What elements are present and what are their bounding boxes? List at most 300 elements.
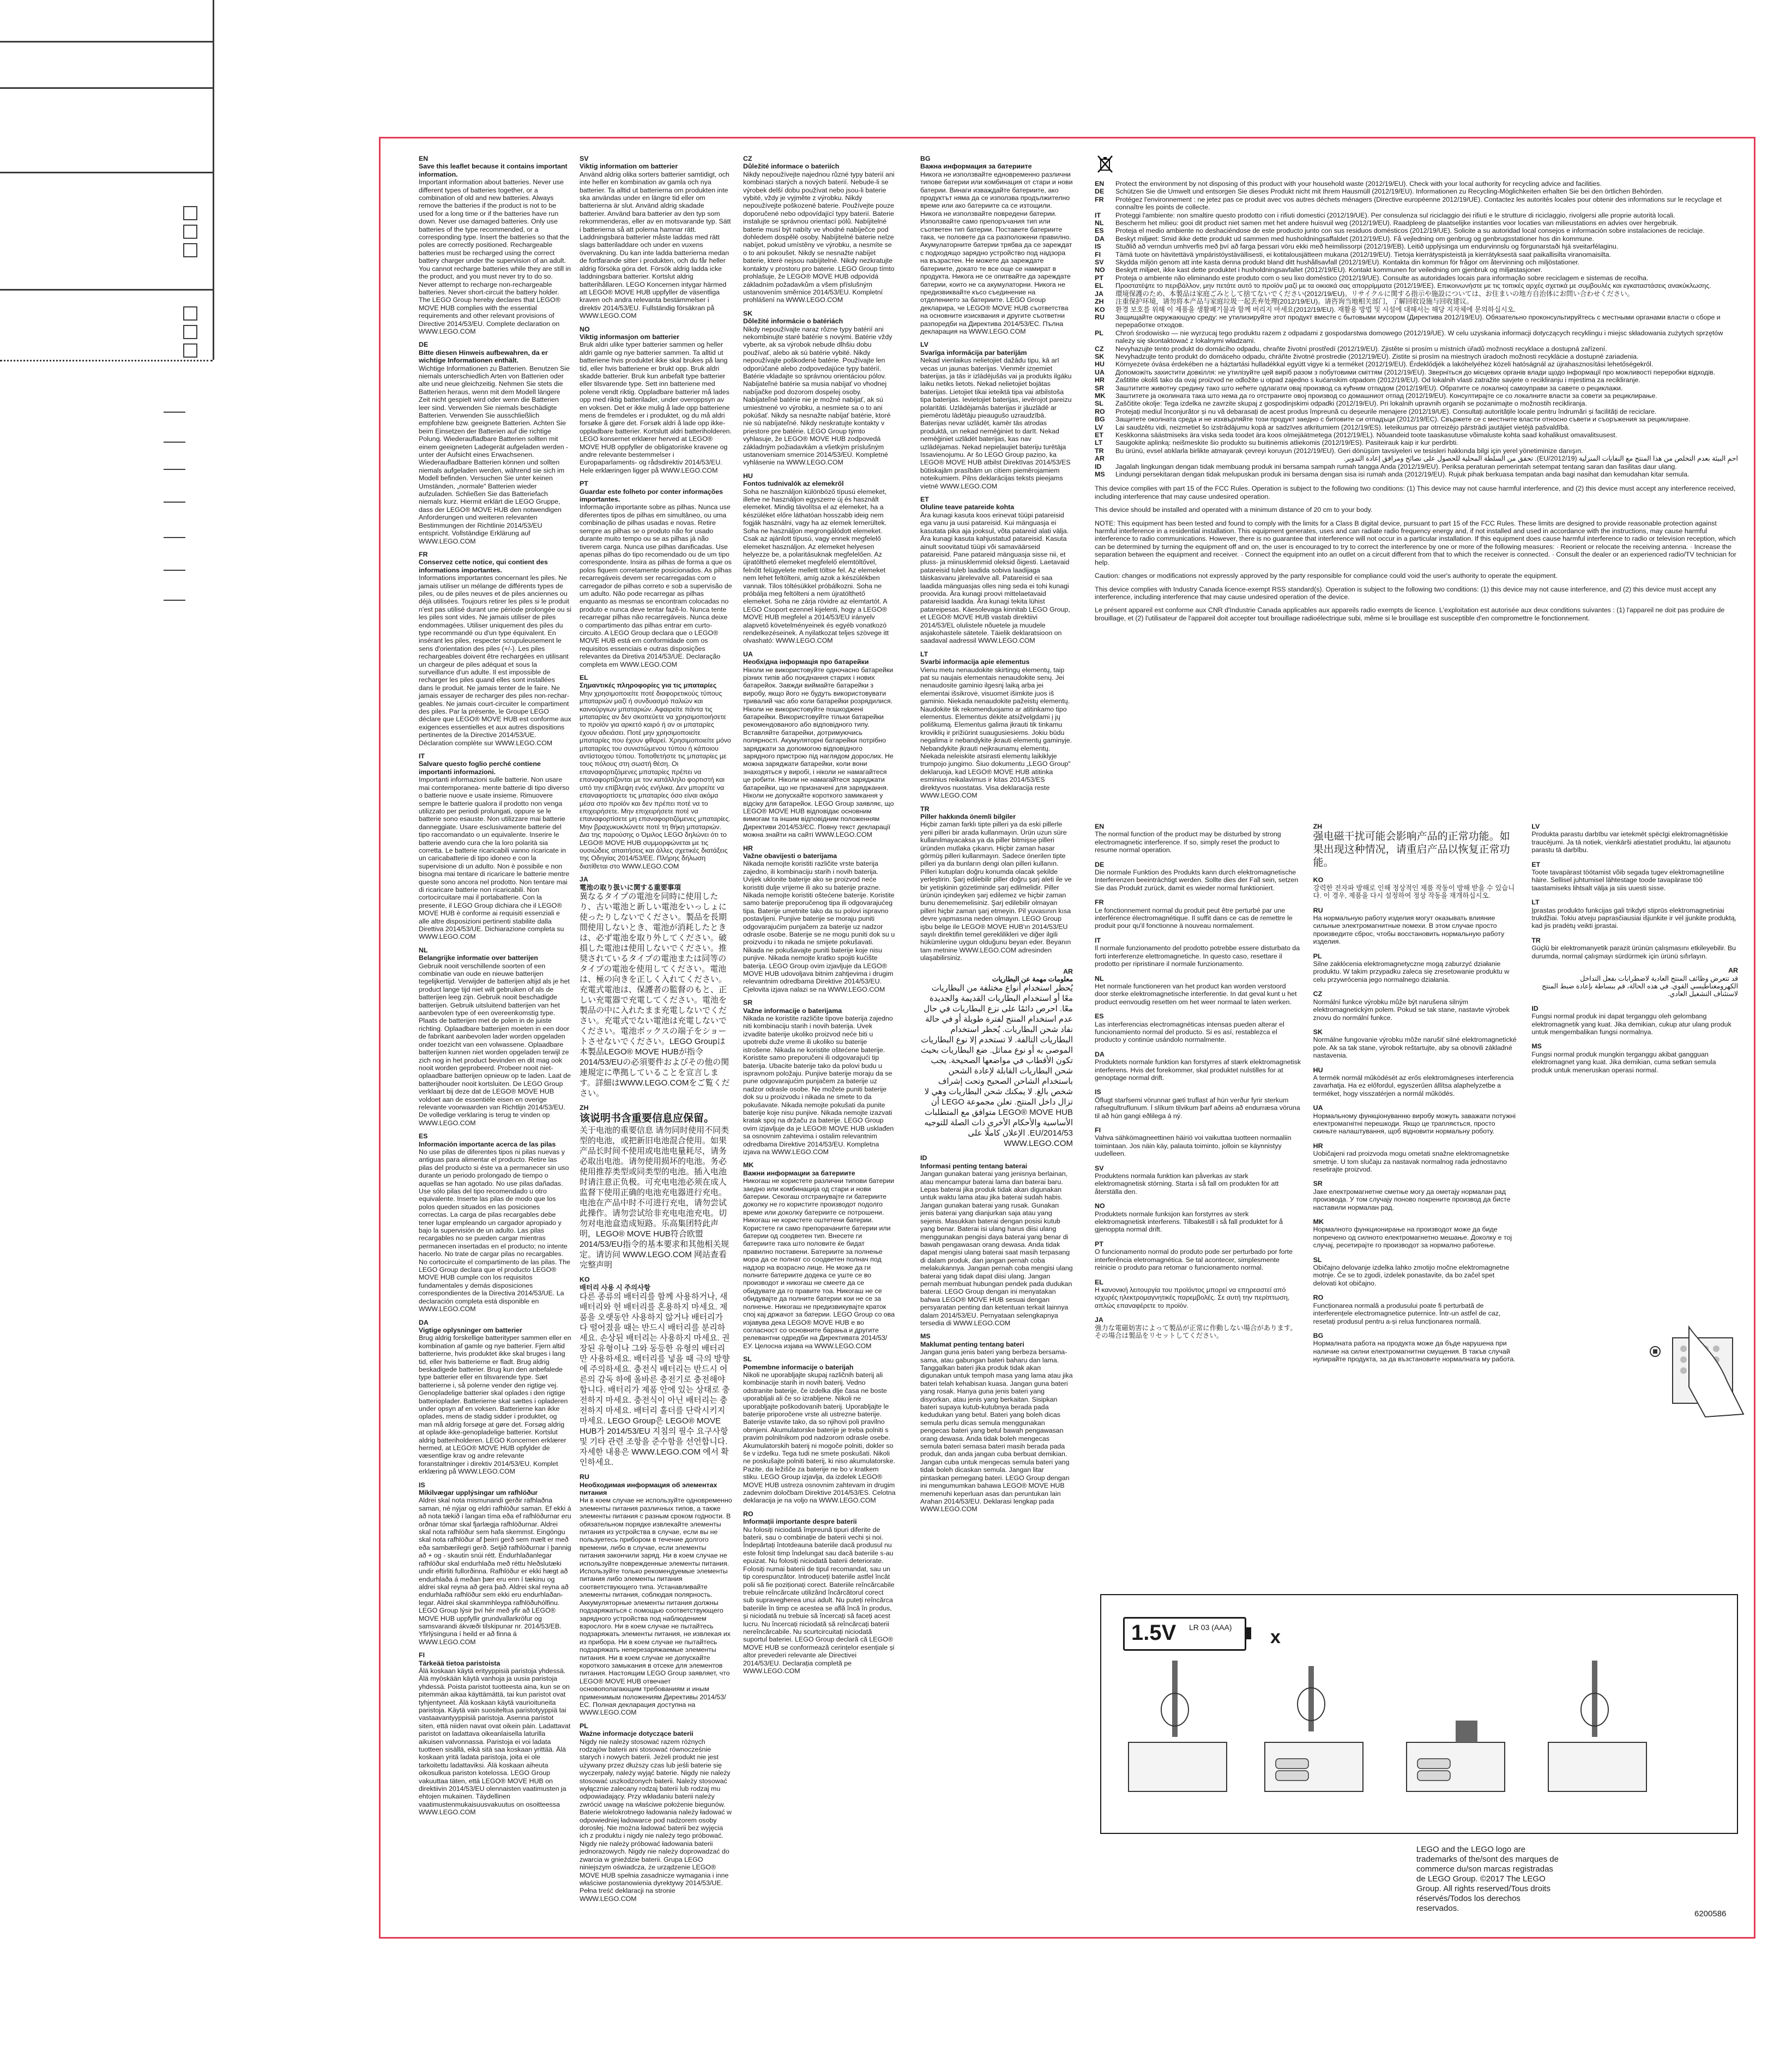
section-heading: Fontos tudnivalók az elemekről	[743, 480, 844, 488]
emi-text: Normálne fungovanie výrobku môže narušiť silné elektromagnetické pole. Ak sa tak stane, výrobok reštartujte, aby sa obnovili základné nastavenia.	[1313, 1036, 1517, 1060]
weee-text: Protejați mediul înconjurător și nu vă debarasați de acest produs împreună cu deșeurile menajere (2012/19/UE). Consultați autoritățile locale pentru îndrumări și facilități de reciclare.	[1115, 407, 1657, 415]
fcc-paragraph: This device complies with part 15 of the FCC Rules. Operation is subject to the following two conditions: (1) This device may not cause harmful interference, and (2) this device must accept any interference received, including interference that may cause undesired operation.	[1095, 485, 1736, 500]
section-body: Jangan gunakan baterai yang jenisnya berlainan, atau mencampur baterai lama dan baterai baru. Lepas baterai jika produk tidak akan digunakan untuk waktu lama atau jika baterai sudah habis. Jangan gunakan baterai yang rusak. Gunakan jenis baterai yang dianjurkan saja atau yang sejenis. Masukkan baterai dengan posisi kutub yang benar. Baterai isi ulang harus diisi ulang menggunakan pengisi daya baterai yang benar di bawah pengawasan orang dewasa. Anda tidak dapat mengisi ulang baterai saat masih terpasang di dalam produk, dan jangan pernah coba melakukannya. Jangan pernah coba mengisi ulang baterai yang tidak dapat diisi ulang. Jangan pernah membuat hubungan pendek pada dudukan baterai. LEGO Group dengan ini menyatakan bahwa LEGO® MOVE HUB sesuai dengan persyaratan penting dan ketentuan terkait lainnya dalam 2014/53/EU. Pernyataan selengkapnya tersedia di WWW.LEGO.COM	[920, 1170, 1073, 1327]
emi-section-lt	[1531, 898, 1738, 930]
emi-text: 강력한 전자파 방해로 인해 정상적인 제품 작동이 방해 받을 수 있습니다. 이 경우, 제품을 다시 설정하여 정상 작동을 재개하십시오.	[1313, 884, 1515, 900]
language-section-nl	[419, 946, 571, 1127]
emi-text: Il normale funzionamento del prodotto potrebbe essere disturbato da forti interferenze elettromagnetiche. In questo caso, resettare il prodotto per ripristinare il normale funzionamento.	[1095, 944, 1300, 968]
language-code: CZ	[1095, 345, 1104, 353]
tick-mark	[164, 412, 185, 413]
language-code: JA	[1095, 1316, 1103, 1324]
section-heading: معلومات مهمة عن البطاريات	[992, 975, 1073, 983]
language-code: FI	[1095, 1126, 1101, 1134]
emi-section-ar	[1531, 967, 1738, 998]
language-code: HU	[743, 472, 753, 480]
emi-section-fr	[1095, 898, 1301, 930]
language-code: KO	[1313, 876, 1324, 884]
section-body: 異なるタイプの電池を同時に使用したり、古い電池と新しい電池をいっしょに使ったりしないでください。製品を長期間使用しないとき、電池が消耗したときは、必ず電池を取り外してください。破損した電池は使用しないでください。推奨されているタイプの電池または同等のタイプの電池を使用してください。電池は、極の向きを正しく入れてください。充電式電池は、保護者の監督のもと、正しい充電器で充電してください。電池を製品の中に入れたまま充電しないでください。充電式でない電池は充電しないでください。電池ボックスの端子をショートさせないでください。LEGO Groupは本製品LEGO® MOVE HUBが指令2014/53/EUの必須要件およびその他の関連規定に準拠していることを宣言します。詳細はWWW.LEGO.COMをご覧ください。	[580, 891, 730, 1098]
emi-section-da	[1095, 1051, 1301, 1082]
safety-leaflet	[379, 137, 1755, 1939]
form-line	[0, 87, 213, 89]
section-body: Gebruik nooit verschillende soorten of een combinatie van oude en nieuwe batterijen tegelijkertijd. Verwijder de batterijen altijd als je het product lange tijd niet wilt gebruiken of als de batterijen leeg zijn. Gebruik nooit beschadigde batterijen. Gebruik uitsluitend batterijen van het aanbevolen type of een overeenkomstig type. Plaats de batterijen met de polen in de juiste richting. Oplaadbare batterijen moeten in een door de fabrikant aanbevolen lader worden opgeladen onder toezicht van een volwassene. Oplaadbare batterijen kunnen niet worden opgeladen terwijl ze zich nog in het product bevinden en dit mag ook nooit worden geprobeerd. Probeer nooit niet-oplaadbare batterijen opnieuw op te laden. Laat de batterijhouder nooit kortsluiten. De LEGO Group verklaart bij deze dat de LEGO® MOVE HUB voldoet aan de essentiële eisen en overige relevante voorwaarden van Richtlijn 2014/53/EU. De volledige verklaring is terug te vinden op WWW.LEGO.COM	[419, 962, 571, 1127]
emi-text: Fungsi normal produk ini dapat terganggu oleh gelombang elektromagnetik yang kuat. Jika demikian, cukup atur ulang produk untuk mengembalikan fungsi normalnya.	[1531, 1012, 1731, 1036]
language-section-es	[419, 1132, 571, 1313]
weee-row	[1095, 463, 1738, 470]
section-body: Μην χρησιμοποιείτε ποτέ διαφορετικούς τύπους μπαταριών μαζί ή συνδυασμό παλιών και καινούργιων μπαταριών. Αφαιρείτε πάντα τις μπαταρίες αν δεν σκοπεύετε να χρησιμοποιήσετε το προϊόν για αρκετό καιρό ή αν οι μπαταρίες έχουν αδειάσει. Ποτέ μην χρησιμοποιείτε μπαταρίες που έχουν φθαρεί. Χρησιμοποιείτε μόνο μπαταρίες του συνιστώμενου τύπου ή κάποιου αντίστοιχου τύπου. Τοποθετήστε τις μπαταρίες με τους πόλους στη σωστή θέση. Οι επαναφορτιζόμενες μπαταρίες πρέπει να επαναφορτίζονται με τον κατάλληλο φορτιστή και υπό την επίβλεψη ενός ενήλικα. Δεν μπορείτε να επαναφορτίσετε τις μπαταρίες όσο είναι ακόμα μέσα στο προϊόν και δεν πρέπει ποτέ να το επιχειρήσετε. Μην επιχειρήσετε ποτέ να επαναφορτίσετε μη επαναφορτιζόμενες μπαταρίες. Μην βραχυκυκλώνετε ποτέ τη θήκη μπαταριών. Δια της παρούσης ο Όμιλος LEGO δηλώνει ότι το LEGO® MOVE HUB συμμορφώνεται με τις ουσιώδεις απαιτήσεις και άλλες σχετικές διατάξεις της Οδηγίας 2014/53/ΕΕ. Πλήρης δήλωση διατίθεται στο WWW.LEGO.COM	[580, 689, 731, 870]
language-section-sk	[743, 310, 896, 467]
language-code: ZH	[580, 1103, 589, 1112]
weee-row	[1095, 369, 1738, 376]
emi-text: Нормалното функционирање на производот може да биде попречено од силното електромагнетно мешање. Доколку е тој случај, ресетирајте го производот за нормално работење.	[1313, 1226, 1512, 1250]
language-code: LT	[1531, 898, 1540, 907]
section-body: Nikada ne koristite različite tipove baterija zajedno niti kombinaciju starih i novih baterija. Uvek izvadite baterije ukoliko proizvod neće biti u upotrebi duže vreme ili ukoliko su baterije istrošene. Nikada ne koristite oštećene baterije. Koristite samo preporučeni ili odgovarajući tip baterija. Ubacite baterije tako da polovi budu u ispravnom položaju. Punjive baterije moraju da se pune odgovarajućim punjačem za baterije uz nadzor odrasle osobe. Ne možete puniti baterije dok su u proizvodu i nikada ne smete to da pokušavate. Nikada nemojte pokušati da punite baterije koje nisu punjive. Nikada nemojte izazvati kratak spoj na držaču za baterije. LEGO Group ovim izjavljuje da je LEGO® MOVE HUB usklađen sa osnovnim zahtevima i ostalim relevantnim odredbama Direktive 2014/53/EU. Kompletna izjava na WWW.LEGO.COM	[743, 1015, 894, 1156]
emi-section-bg	[1313, 1332, 1520, 1363]
emi-text: The normal function of the product may be disturbed by strong electromagnetic interference. If so, simply reset the product to resume normal operation.	[1095, 830, 1281, 854]
language-code: UA	[1095, 368, 1105, 376]
weee-row	[1095, 313, 1738, 329]
language-code: AR	[1095, 455, 1105, 463]
language-code: ES	[1095, 1012, 1104, 1021]
language-code: NL	[1095, 974, 1104, 982]
section-body: Vienu metu nenaudokite skirtingų elementų, taip pat su naujais elementais nenaudokite senų. Jei nenaudosite gaminio ilgesnį laiką arba jei elementai išsikrovė, visuomet išimkite juos iš gaminio. Niekada nenaudokite pažeistų elementų. Naudokite tik rekomenduojamo ar atitinkamo tipo elementus. Elementus dėkite atsižvelgdami į jų poliškumą. Elementus galima įkrauti tik tinkamu kroviklių ir prižiūrint suaugusiesiems. Jokiu būdu negalima ir nebandykite įkrauti elementų gaminyje. Nebandykite įkrauti neįkraunamų elementų. Niekada neleiskite atsirasti elementų laikiklyje trumpojo jungimo. Šiuo dokumentu „LEGO Group" deklaruoja, kad LEGO® MOVE HUB atitinka esminius reikalavimus ir kitas 2014/53/ES direktyvos nuostatas. Visa deklaracija reste WWW.LEGO.COM	[920, 666, 1072, 800]
language-code: SR	[1313, 1180, 1323, 1188]
language-code: FR	[1095, 898, 1104, 907]
emi-section-ja	[1095, 1316, 1301, 1339]
section-heading: Важни информации за батериите	[743, 1169, 855, 1177]
language-code: JA	[1095, 289, 1103, 298]
emi-text: Fungsi normal produk mungkin terganggu akibat gangguan elektromagnet yang kuat. Jika demikian, cuma setkan semula produk untuk meneruskan operasi normal.	[1531, 1050, 1716, 1074]
emi-section-cz	[1313, 990, 1520, 1022]
emi-text: Het normale functioneren van het product kan worden verstoord door sterke elektromagnetische interferentie. In dat geval kunt u het product eenvoudig resetten om het weer normaal te laten werken.	[1095, 982, 1297, 1006]
language-code: LT	[920, 650, 928, 658]
emi-section-id	[1531, 1005, 1738, 1036]
language-code: SV	[1095, 258, 1104, 267]
emi-text: Normální funkce výrobku může být narušena silným elektromagnetickým polem. Pokud se tak stane, nastavte výrobek znovu do normální funkce.	[1313, 998, 1510, 1022]
language-code: ET	[1531, 860, 1541, 868]
section-body: No use pilas de diferentes tipos ni pilas nuevas y antiguas para alimentar el producto. Retire las pilas del producto si éste va a permanecer sin uso durante un periodo prolongado de tiempo o aquellas se han agotado. No use pilas dañadas. Use sólo pilas del tipo recomendado u otro equivalente. Inserte las pilas de modo que los polos queden situados en las posiciones correctas. La carga de pilas recargables debe tener lugar empleando un cargador apropiado y bajo la supervisión de un adulto. Las pilas recargables no se pueden cargar mientras permanecen insertadas en el producto; no intente hacerlo. No trate de cargar pilas no recargables. No cortocircuite el compartimento de las pilas. The LEGO Group declara que el producto LEGO® MOVE HUB cumple con los requisitos fundamentales y demás disposiciones correspondientes de la Directiva 2014/53/UE. La declaración completa está disponible en WWW.LEGO.COM	[419, 1148, 570, 1313]
form-line	[0, 289, 213, 291]
emi-section-ms	[1531, 1042, 1738, 1074]
weee-text: Bu ürünü, evsel atıklarla birlikte atmayarak çevreyi koruyun (2012/19/EU). Geri dönüşüm tavsiyeleri ve tesisleri hakkında bilgi için yerel yönetiminize danışın.	[1115, 446, 1583, 455]
section-body: Important information about batteries. Never use different types of batteries together, or a combination of old and new batteries. Always remove the batteries if the product is not to be used for a long time or if the batteries have run down. Never use damaged batteries. Only use batteries of the type recommended, or a corresponding type. Insert the batteries so that the poles are correctly positioned. Rechargeable batteries must be recharged using the correct battery charger under the supervision of an adult. You cannot recharge batteries while they are still in the product, and you must never try to do so. Never attempt to recharge non-rechargeable batteries. Never short-circuit the battery holder. The LEGO Group hereby declares that LEGO® MOVE HUB complies with the essential requirements and other relevant provisions of Directive 2014/53/EU. Complete declaration on WWW.LEGO.COM	[419, 178, 571, 335]
weee-row	[1095, 345, 1738, 353]
form-checkbox[interactable]	[183, 343, 197, 358]
language-section-bg	[920, 155, 1073, 335]
language-section-ro	[743, 1510, 896, 1675]
language-code: ES	[1095, 227, 1104, 235]
emi-section-sk	[1313, 1028, 1520, 1060]
section-body: Nu folosiți niciodată împreună tipuri diferite de baterii, sau o combinație de baterii vechi și noi. Îndepărtați întotdeauna bateriile dacă produsul nu este folosit timp îndelungat sau dacă bateriile s-au epuizat. Nu folosiți niciodată baterii deteriorate. Folosiți numai baterii de tipul recomandat, sau un tip corespunzător. Introduceți bateriile astfel încât polii să fie poziționați corect. Bateriile reîncărcabile trebuie reîncărcate utilizând încărcătorul corect sub supravegherea unui adult. Nu puteți reîncărca bateriile în timp ce acestea se află încă în produs, și niciodată nu trebuie să încercați să faceți acest lucru. Nu încercați niciodată să reîncărcați baterii nereîncărcabile. Nu scurtcircuitați niciodată suportul bateriei. LEGO Group declară că LEGO® MOVE HUB se conformează cerințelor esențiale și altor prevederi relevante ale Directivei 2014/53/EU. Declarația completă pe WWW.LEGO.COM	[743, 1525, 895, 1675]
form-checkbox[interactable]	[183, 306, 197, 321]
language-code: IT	[1095, 211, 1101, 219]
fcc-paragraph: Le présent appareil est conforme aux CNR d'Industrie Canada applicables aux appareils radio exempts de licence. L'exploitation est autorisée aux deux conditions suivantes : (1) l'appareil ne doit pas produire de brouillage, et (2) l'utilisateur de l'appareil doit accepter tout brouillage radioélectrique subi, même si le brouillage est susceptible d'en compromettre le fonctionnement.	[1095, 606, 1725, 622]
weee-row	[1095, 258, 1738, 266]
section-body: Ніколи не використовуйте одночасно батарейки різних типів або поєднання старих і нових батарейок. Завжди виймайте батарейки з виробу, якщо його не будуть використовувати тривалий час або коли батарейки розрядилися. Ніколи не використовуйте пошкоджені батарейки. Використовуйте тільки батарейки рекомендованого або відповідного типу. Вставляйте батарейки, дотримуючись полярності. Акумуляторні батарейки потрібно заряджати за допомогою відповідного зарядного пристрою під наглядом дорослих. Не можна заряджати батарейки, коли вони знаходяться у виробі, і ніколи не намагайтеся це робити. Ніколи не намагайтеся заряджати батарейки, що не призначені для заряджання. Ніколи не допускайте короткого замикання у відсіку для батарейок. LEGO Group заявляє, що LEGO® MOVE HUB відповідає основним вимогам та іншим відповідним положенням Директиви 2014/53/ЄС. Повну текст декларації можна знайти на сайті WWW.LEGO.COM	[743, 666, 894, 839]
language-section-fr	[419, 551, 571, 747]
weee-row	[1095, 353, 1738, 360]
emi-text: 强电磁干扰可能会影响产品的正常功能。如果出现这种情况，请重启产品以恢复正常功能。	[1313, 831, 1510, 869]
emi-section-pl	[1313, 952, 1520, 984]
weee-row	[1095, 400, 1738, 407]
product-code: 6200586	[1694, 1909, 1727, 1918]
language-section-sr	[743, 999, 896, 1156]
emi-text: Įprastas produkto funkcijas gali trikdyti stiprūs elektromagnetiniai trukdžiai. Tokiu atveju paprasčiausiai išjunkite ir vėl įjunkite produktą, kad jis pradėtų veikti įprastai.	[1531, 906, 1737, 930]
fcc-statement	[1095, 485, 1738, 622]
weee-row	[1095, 274, 1738, 282]
emi-section-es	[1095, 1012, 1301, 1044]
section-heading: Важна информация за батериите	[920, 162, 1032, 171]
dotted-separator	[0, 360, 213, 361]
text-column-2	[580, 155, 732, 1908]
tick-mark	[164, 600, 185, 601]
tick-mark	[164, 502, 185, 503]
weee-declaration	[1095, 155, 1738, 627]
language-section-tr	[920, 805, 1073, 962]
weee-row	[1095, 180, 1738, 188]
emi-section-ua	[1313, 1104, 1520, 1136]
language-section-id	[920, 1154, 1073, 1327]
weee-text: Proteja o ambiente não eliminando este produto com o seu lixo doméstico (2012/19/UE). Consulte as autoridades locais para informação sobre reciclagem e sistemas de recolha.	[1115, 274, 1649, 282]
language-code: SK	[1095, 352, 1105, 360]
language-code: IS	[1095, 1088, 1101, 1096]
form-line	[213, 0, 214, 360]
weee-row	[1095, 219, 1738, 227]
language-section-el	[580, 674, 732, 870]
fcc-paragraph: Caution: changes or modifications not expressly approved by the party responsible for compliance could void the user's authority to operate the equipment.	[1095, 572, 1558, 580]
emi-text: Produkta parastu darbību var ietekmēt spēcīgi elektromagnētiskie traucējumi. Ja tā notiek, vienkārši atiestatiet produktu, lai atjaunotu parastu tā darbību.	[1531, 830, 1731, 854]
section-heading: Važne informacije o baterijama	[743, 1006, 842, 1015]
language-code: SL	[1095, 400, 1103, 408]
weee-row	[1095, 235, 1738, 243]
language-code: AR	[1063, 967, 1073, 975]
tick-mark	[164, 537, 185, 538]
language-code: PT	[1095, 274, 1103, 282]
section-body: Nikdy nepoužívejte najednou různé typy baterií ani kombinaci starých a nových baterií. Nebude-li se výrobek delší dobu používat nebo jsou-li baterie vybité, vždy je vyjměte z výrobku. Nikdy nepoužívejte poškozené baterie. Používejte pouze doporučené nebo odpovídající typy baterií. Baterie instalujte se správnou orientací pólů. Nabíjitelné baterie musí být nabíty ve vhodné nabíječce pod dohledem dospělé osoby. Nabíjitelné baterie nelze nabíjet, pokud umístěny ve výrobku, a nesmíte se o to ani pokoušet. Nikdy se nesnažte nabíjet baterie, které nejsou nabíjitelné. Nikdy nezkratujte kontakty v prostoru pro baterie. LEGO Group tímto prohlašuje, že LEGO® MOVE HUB odpovídá základním požadavkům a všem příslušným ustanovením směrnice 2014/53/EU. Kompletní prohlášení na WWW.LEGO.COM	[743, 170, 895, 304]
weee-row	[1095, 306, 1738, 313]
weee-text: Zaštitite okoliš tako da ovaj proizvod ne odložite u otpad zajedno s kućanskim otpadom (2012/19/EU). Od lokalnih vlasti zatražite savjete o recikliranju i mjestima za recikliranje.	[1115, 376, 1640, 384]
weee-text: Proteggi l'ambiente: non smaltire questo prodotto con i rifiuti domestici (2012/19/UE). Per consulenza sul riciclaggio dei rifiuti e le strutture di riciclaggio, rivolgersi alle proprie autorità locali.	[1115, 211, 1675, 219]
language-code: PL	[1095, 329, 1103, 337]
section-body: Informação importante sobre as pilhas. Nunca use diferentes tipos de pilhas em simultâneo, ou uma combinação de pilhas usadas e novas. Retire sempre as pilhas se o produto não for usado durante muito tempo ou se as pilhas já não tiverem carga. Nunca use pilhas danificadas. Use apenas pilhas do tipo recomendado ou de um tipo correspondente. Insira as pilhas de forma a que os polos fiquem corretamente posicionados. As pilhas recarregáveis devem ser recarregadas com o carregador de pilhas correto e sob a supervisão de um adulto. Não pode recarregar as pilhas enquanto as mesmas se encontram colocadas no produto e nunca deve tentar fazê-lo. Nunca tente recarregar pilhas não recarregáveis. Nunca deixe o compartimento das pilhas entrar em curto-circuito. A LEGO Group declara que o LEGO® MOVE HUB está em conformidade com os requisitos essenciais e outras disposições relevantes da Diretiva 2014/53/UE. Declaração completa em WWW.LEGO.COM	[580, 503, 732, 668]
emi-text: Η κανονική λειτουργία του προϊόντος μπορεί να επηρεαστεί από ισχυρές ηλεκτρομαγνητικές παρεμβολές. Σε αυτή την περίπτωση, απλώς επαναφέρετε το προϊόν.	[1095, 1286, 1290, 1309]
tick-mark	[164, 442, 185, 443]
language-code: BG	[1095, 415, 1105, 424]
weee-text: Jagalah lingkungan dengan tidak membuang produk ini bersama sampah rumah tangga Anda (2012/19/EU). Periksa peraturan pemerintah setempat tentang saran dan fasilitas daur ulang.	[1115, 462, 1677, 470]
section-heading: Información importante acerca de las pilas	[419, 1140, 556, 1148]
language-code: ET	[1095, 431, 1103, 439]
weee-row	[1095, 282, 1738, 289]
language-code: MS	[1095, 470, 1105, 479]
emi-section-de	[1095, 861, 1301, 892]
section-body: Använd aldrig olika sorters batterier samtidigt, och inte heller en kombination av gamla och nya batterier. Ta alltid ut batterierna om produkten inte ska användas under en längre tid eller om batterierna är slut. Använd aldrig skadade batterier. Använd bara batterier av den typ som rekommenderas, eller av en motsvarande typ. Sätt i batterierna så att polerna hamnar rätt. Laddningsbara batterier måste laddas med rätt slags batteriladdare och under en vuxens övervakning. Du kan inte ladda batterierna medan de fortfarande sitter i produkten, och du får heller aldrig försöka göra det. Försök aldrig ladda icke laddningsbara batterier. Kortslut aldrig batterihållaren. LEGO Koncernen intygar härmed att LEGO® MOVE HUB uppfyller de väsentliga kraven och andra relevanta bestämmelser i direktiv 2014/53/EU. Fullständig försäkran på WWW.LEGO.COM	[580, 170, 731, 320]
weee-text: Zaščitite okolje: Tega izdelka ne zavrzite skupaj z gospodinjskimi odpadki (2012/19/EU). Pri lokalnih upravnih organih se pozanimajte o možnostih recikliranja.	[1115, 400, 1587, 408]
language-code: HU	[1313, 1066, 1323, 1074]
reset-button-illustration	[1645, 1321, 1749, 1420]
section-heading: Piller hakkında önemli bilgiler	[920, 812, 1016, 820]
language-code: EL	[1095, 282, 1103, 290]
battery-install-steps	[1101, 1595, 1737, 1835]
language-code: IT	[1095, 936, 1101, 944]
language-code: KO	[580, 1276, 590, 1284]
emi-section-el	[1095, 1278, 1301, 1310]
weee-row	[1095, 431, 1738, 439]
section-body: Soha ne használjon különböző típusú elemeket, illetve ne használjon egyszerre új és használt elemeket. Mindig távolítsa el az elemeket, ha a készüléket előre láthatóan hosszabb ideig nem fogják használni, vagy ha az elemek lemerültek. Soha ne használjon megrongálódott elemeket. Csak az ajánlott típusú, vagy ennek megfelelő elemeket használjon. Az elemeket helyesen helyezze be, a polaritásuknak megfelelően. Az újratölthető elemeket megfelelő elemtöltővel, felnőtt felügyelete mellett töltse fel. Az elemeket nem lehet feltölteni, amíg azok a készülékben vannak. Tilos töltésükkel próbálkozni. Soha ne próbálja meg feltölteni a nem újratölthető elemeket. Soha ne zárja rövidre az elemtartót. A LEGO Csoport ezennel kijelenti, hogy a LEGO® MOVE HUB megfelel a 2014/53/EU irányelv alapvető követelményeinek és egyéb vonatkozó rendelkezéseinek. A nyilatkozat teljes szövege itt olvasható: WWW.LEGO.COM	[743, 487, 889, 645]
language-code: DA	[419, 1318, 429, 1326]
form-checkbox[interactable]	[183, 325, 197, 339]
battery-type: LR 03 (AAA)	[1189, 1623, 1232, 1632]
emi-text: Vahva sähkömagneettinen häiriö voi vaikuttaa tuotteen normaaliin toimintaan. Jos näin käy, palauta toiminto, jolloin se käynnistyy uudelleen.	[1095, 1134, 1292, 1158]
tick-mark	[164, 469, 185, 470]
emi-column	[1531, 823, 1738, 1370]
language-code: LV	[1531, 823, 1540, 830]
section-body: Nikdy nepoužívajte naraz rôzne typy batérií ani nekombinujte staré batérie s novými. Batérie vždy vyberte, ak sa výrobok nebude dlhšiu dobu používať, alebo ak sú batérie vybité. Nikdy nepoužívajte poškodené batérie. Používajte len odporúčané alebo zodpovedajúce typy batérií. Batérie vkladajte so správnou orientáciou pólov. Nabíjateľné batérie sa musia nabíjať vo vhodnej nabíjačke pod dozorom dospelej osoby. Nabíjateľné batérie nie je možné nabíjať, ak sú umiestnené vo výrobku, a nesmiete sa o to ani pokúšať. Nikdy sa nesnažte nabíjať batérie, ktoré nie sú nabíjateľné. Nikdy neskratujte kontakty v priestore pre batérie. LEGO Group týmto vyhlasuje, že LEGO® MOVE HUB zodpovedá základným požiadavkám a všetkým príslušným ustanoveniam smernice 2014/53/EÚ. Kompletné vyhlásenie na WWW.LEGO.COM	[743, 325, 892, 467]
language-code: DE	[1095, 188, 1105, 196]
weee-row	[1095, 196, 1738, 212]
weee-text: Protect the environment by not disposing of this product with your household waste (2012/19/EU). Check with your local authority for recycling advice and facilities.	[1115, 180, 1602, 188]
emi-text: 強力な電磁妨害によって製品が正常に作動しない場合があります。その場合は製品をリセットしてください。	[1095, 1324, 1297, 1339]
emi-section-fi	[1095, 1126, 1301, 1158]
language-section-ja	[580, 876, 732, 1099]
language-code: RO	[743, 1510, 753, 1518]
section-heading: 该说明书含重要信息应保留。	[580, 1113, 715, 1125]
language-code: FR	[1095, 195, 1104, 203]
language-code: ID	[1531, 1004, 1538, 1012]
emi-section-ru	[1313, 907, 1520, 946]
fcc-paragraph: This device complies with Industry Canada licence-exempt RSS standard(s). Operation is subject to the following two conditions: (1) this device may not cause interference, and (2) this device must accept any interference, including interference that may cause undesired operation of the device.	[1095, 585, 1716, 601]
text-column-1	[419, 155, 571, 1822]
section-heading: Guardar este folheto por conter informações importantes.	[580, 487, 723, 504]
language-code: MK	[1095, 391, 1106, 400]
language-code: IT	[419, 752, 425, 761]
language-code: EN	[419, 155, 429, 162]
language-section-fi	[419, 1651, 571, 1816]
emi-text: Die normale Funktion des Produkts kann durch elektromagnetische Interferenzen beeinträchtigt werden. Sollte dies der Fall sein, setzen Sie das Produkt zurück, damit es wieder normal funktioniert.	[1095, 868, 1299, 892]
section-heading: Viktig informasjon om batterier	[580, 333, 679, 341]
language-code: HR	[1313, 1142, 1323, 1150]
language-code: MS	[1531, 1042, 1542, 1051]
language-code: NO	[1095, 1202, 1105, 1210]
language-code: NO	[580, 325, 590, 333]
emi-section-tr	[1531, 937, 1738, 960]
emi-text: Нормальному функціонуванню виробу можуть заважати потужні електромагнітні перешкоди. Якщо це трапляється, просто скиньте налаштування, щоб відновити нормальну роботу.	[1313, 1112, 1516, 1136]
language-code: AR	[1728, 967, 1739, 975]
language-code: BG	[1313, 1331, 1324, 1339]
language-code: TR	[1095, 446, 1104, 455]
section-body: 다른 종류의 배터리를 함께 사용하거나, 새 배터리와 헌 배터리를 혼용하지 마세요. 제품을 오랫동안 사용하지 않거나 배터리가 다 떨어졌을 때는 반드시 배터리를 분리하세요. 손상된 배터리는 사용하지 마세요. 권장된 유형이나 그와 동등한 유형의 배터리만 사용하세요. 배터리를 넣을 때 극의 방향에 주의하세요. 충전식 배터리는 반드시 어른의 감독 하에 올바른 충전기로 충전해야 합니다. 배터리가 제품 안에 있는 상태로 충전하지 마세요. 충전식이 아닌 배터리는 충전하지 마세요. 배터리 홀더를 단락시키지 마세요. LEGO Group은 LEGO® MOVE HUB가 2014/53/EU 지침의 필수 요구사항 및 기타 관련 조항을 준수함을 선언합니다. 자세한 내용은 WWW.LEGO.COM 에서 확인하세요.	[580, 1292, 730, 1468]
section-heading: Vigtige oplysninger om batterier	[419, 1326, 522, 1334]
weee-text: Chroń środowisko — nie wyrzucaj tego produktu razem z odpadami z gospodarstwa domowego (2012/19/UE). W celu uzyskania informacji dotyczących recyklingu i miejsc składowania zużytych sprzętów należy się skontaktować z lokalnymi władzami.	[1115, 329, 1723, 345]
language-code: ZH	[1313, 823, 1323, 830]
language-code: MK	[1313, 1218, 1324, 1226]
section-heading: Maklumat penting tentang bateri	[920, 1340, 1024, 1348]
emi-section-pt	[1095, 1240, 1301, 1272]
weee-text: Keskkonna säästmiseks ära viska seda toodet ära koos olmejäätmetega (2012/19/EL). Nõuandeid toote taaskasutuse võimaluste kohta saad kohalikust omavalitsusest.	[1115, 431, 1618, 439]
language-section-ms	[920, 1332, 1073, 1513]
weee-text: Protégez l'environnement : ne jetez pas ce produit avec vos autres déchets ménagers (Directive européenne 2012/19/UE). Contactez les autorités locales pour obtenir des informations sur le recyclage et connaître les points de collecte.	[1115, 195, 1722, 212]
section-heading: Conservez cette notice, qui contient des informations importantes.	[419, 558, 548, 574]
language-section-lv	[920, 341, 1073, 490]
language-code: TR	[920, 805, 930, 813]
weee-row	[1095, 392, 1738, 400]
language-code: SK	[1313, 1028, 1323, 1036]
emi-column	[1313, 823, 1520, 1370]
weee-text: Προστατέψτε το περιβάλλον, μην πετάτε αυτό το προϊόν μαζί με τα οικιακά σας απορρίμματα (2012/19/ΕΕ). Επικοινωνήστε με τις τοπικές αρχές σχετικά με συμβουλές και εγκαταστάσεις ανακύκλωσης.	[1115, 282, 1711, 290]
language-section-hr	[743, 844, 896, 994]
language-section-de	[419, 341, 571, 545]
emi-text: O funcionamento normal do produto pode ser perturbado por forte interferência eletromagnética. Se tal acontecer, simplesmente reinicie o produto para retomar o funcionamento normal.	[1095, 1248, 1293, 1272]
weee-text: Beskyt miljøet: Smid ikke dette produkt ud sammen med husholdningsaffaldet (2012/19/EU). Få vejledning om genbrug og genbrugsstationer hos din kommune.	[1115, 234, 1594, 243]
emi-notice	[1095, 823, 1738, 1370]
language-code: MK	[743, 1161, 754, 1169]
emi-text: Običajno delovanje izdelka lahko zmotijo močne elektromagnetne motnje. Če se to zgodi, izdelek ponastavite, da bo začel spet delovati kot običajno.	[1313, 1264, 1510, 1287]
weee-text: Proteja el medio ambiente no deshaciéndose de este producto junto con sus residuos domésticos (2012/19/UE). Solicite a su autoridad local consejos e información sobre instalaciones de reciclaje.	[1115, 227, 1705, 235]
section-body: Nikada nemojte koristiti različite vrste baterija zajedno, ili kombinaciju starih i novih baterija. Uvijek uklonite baterije ako se proizvod neće koristiti dulje vrijeme ili ako su baterije prazne. Nikada nemojte koristiti oštećene baterije. Koristite samo baterije preporučenog tipa ili odgovarajućeg tipa. Baterije umetnite tako da su polovi ispravno postavljeni. Punjive baterije se moraju puniti odgovarajućim punjačem za baterije uz nadzor odrasle osobe. Baterije se ne mogu puniti dok su u proizvodu i to nikada ne smijete pokušavati. Nikada ne pokušavajte puniti baterije koje nisu punjive. Nikada nemojte kratko spojiti kućište baterija. LEGO Group ovim izjavljuje da LEGO® MOVE HUB udovoljava bitnim zahtjevima i drugim relevantnim odredbama Direktive 2014/53/EU. Cjelovita izjava nalazi se na WWW.LEGO.COM	[743, 860, 895, 993]
language-code: LV	[920, 341, 928, 349]
section-body: Ära kunagi kasuta koos erinevat tüüpi patareisid ega vanu ja uusi patareisid. Kui mänguasja ei kasutata pika aja jooksul, võta patareid alati välja. Ära kunagi kasuta kahjustatud patareisid. Kasuta ainult soovitatud tüüpi või samaväärseid patareisid. Pane patareid mänguasja sisse nii, et pluss- ja miinusklemmid oleksid õigesti. Laetavaid patareisid tuleb laadida sobiva laadijaga täiskasvanu järelevalve all. Patareisid ei saa laadida mänguasjas olles ning seda ei tohi kunagi proovida. Ära kunagi proovi mittelaetavaid patareisid laadida. Ära kunagi tekita lühist patareipesas. Käesolevaga kinnitab LEGO Group, et LEGO® MOVE HUB vastab direktiivi 2014/53/EL olulistele nõuetele ja muudele asjakohastele sätetele. Täielik deklaratsioon on saadaval aadressil WWW.LEGO.COM	[920, 511, 1070, 645]
weee-row	[1095, 439, 1738, 446]
language-code: RU	[1095, 313, 1105, 321]
language-section-mk	[743, 1161, 896, 1350]
section-heading: Необхідна інформація про батарейки	[743, 658, 869, 666]
emi-section-it	[1095, 937, 1301, 968]
language-code: BG	[920, 155, 931, 162]
language-code: DA	[1095, 1050, 1105, 1058]
language-code: PL	[580, 1722, 588, 1730]
weee-row	[1095, 447, 1738, 455]
emi-text: Produktets normale funktion kan forstyrres af stærk elektromagnetisk interferens. Hvis det forekommer, skal produktet nulstilles for at genoptage normal drift.	[1095, 1058, 1301, 1082]
section-heading: Необходимая информация об элементах питания	[580, 1481, 717, 1496]
emi-text: Uobičajeni rad proizvoda mogu ometati snažne elektromagnetske smetnje. U tom slučaju za nastavak normalnog rada jednostavno resetirajte proizvod.	[1313, 1150, 1510, 1173]
language-section-zh	[580, 1104, 732, 1270]
weee-text: Lai saudzētu vidi, neizmetiet šo izstrādājumu kopā ar sadzīves atkritumiem (2012/19/ES). Ieteikumus par otrreizējo pārstrādi jautājiet vietējā pašvaldībā.	[1115, 423, 1570, 431]
section-body: 关于电池的重要信息 请勿同时使用不同类型的电池，或把新旧电池混合使用。如果产品长时间不使用或电池电量耗尽，请务必取出电池。请勿使用损坏的电池。务必使用推荐类型或同类型的电池。插入电池时请注意正负极。可充电电池必须在成人监督下使用正确的电池充电器进行充电。电池在产品中时不可进行充电，请勿尝试此操作。请勿尝试给非充电电池充电。切勿对电池盒造成短路。乐高集团特此声明，LEGO® MOVE HUB符合欧盟2014/53/EU指令的基本要求和其他相关规定。请访问 WWW.LEGO.COM 网站查看完整声明	[580, 1126, 729, 1270]
weee-text: Saugokite aplinką: neišmeskite šio produkto su buitinėmis atliekomis (2012/19/ES). Pasiteirauk kaip ir kur perdirbti.	[1115, 439, 1458, 447]
form-checkbox[interactable]	[183, 206, 197, 220]
language-code: FR	[419, 550, 428, 558]
language-code: HR	[743, 844, 753, 852]
language-code: SK	[743, 309, 753, 317]
emi-section-no	[1095, 1202, 1301, 1234]
language-section-hu	[743, 472, 896, 645]
section-heading: Σημαντικές πληροφορίες για τις μπαταρίες	[580, 681, 717, 690]
language-code: SL	[743, 1355, 752, 1363]
section-body: Älä koskaan käytä erityyppisiä paristoja yhdessä. Älä myöskään käytä vanhoja ja uusia paristoja yhdessä. Poista paristot tuotteesta aina, kun se on pitemmän aikaa käyttämättä, tai kun paristot ovat tyhjentyneet. Älä koskaan käytä vaurioituneita paristoja. Käytä vain suositeltua paristotyyppiä tai vastaavantyyppisiä paristoja. Asenna paristot siten, että niiden navat ovat oikein päin. Ladattavat paristot on ladattava oikeanlaisella laturilla aikuisen valvonnassa. Paristoja ei voi ladata tuotteen sisällä, eikä sitä saa koskaan yrittää. Älä koskaan yritä ladata paristoja, joita ei ole tarkoitettu ladattaviksi. Älä koskaan aiheuta oikosulkua pariston kotelossa. LEGO Group vakuuttaa täten, että LEGO® MOVE HUB on direktiivin 2014/53/EU olennaisten vaatimusten ja ehtojen mukainen. Täydellinen vaatimustenmukaisuusvakuutus on osoitteessa WWW.LEGO.COM	[419, 1667, 571, 1816]
section-heading: Pomembne informacije o baterijah	[743, 1363, 854, 1371]
weee-list	[1095, 180, 1738, 478]
form-line	[0, 172, 213, 173]
section-body: Nekad vienlaikus nelietojiet dažādu tipu, kā arī vecas un jaunas baterijas. Vienmēr izņemiet baterijas, ja tās ir izlādējušās vai ja produkts ilgāku laiku netiks lietots. Nekad nelietojiet bojātas baterijas. Lietojiet tikai ieteiktā tipa vai atbilstoša tipa baterijas. Ievietojiet baterijas, ievērojot pareizu polaritāti. Uzlādējamās baterijas ir jāuzlādē ar piemērotu lādētāju pieaugušo uzraudzībā. Baterijas nevar uzlādēt, kamēr tās atrodas produktā, un nekad nemēģiniet to darīt. Nekad nemēģiniet uzlādēt baterijas, kas nav uzlādējamas. Nekad nepieļaujiet bateriju turētāja īssavienojumu. Ar šo LEGO Group paziņo, ka LEGO® MOVE HUB atbilst Direktīvas 2014/53/ES būtiskajām prasībām un citiem piemērojamiem noteikumiem. Pilns deklarācijas teksts pieejams vietnē WWW.LEGO.COM	[920, 357, 1072, 490]
language-section-da	[419, 1319, 571, 1476]
language-section-lt	[920, 650, 1073, 800]
language-section-et	[920, 496, 1073, 645]
emi-text: Funcționarea normală a produsului poate fi perturbată de interferențele electromagnetice puternice. Într-un astfel de caz, resetați produsul pentru a-și relua funcționarea normală.	[1313, 1301, 1501, 1325]
section-heading: Svarbi informacija apie elementus	[920, 658, 1030, 666]
language-code: HU	[1095, 360, 1105, 369]
battery-voltage: 1.5V	[1131, 1621, 1176, 1645]
weee-text: Nevyhadzujte tento produkt do domáceho odpadu, chráňte životné prostredie (2012/19/EÚ). Zistite si prosím na miestnych úradoch možnosti recyklácie a dostupné zariadenia.	[1115, 352, 1639, 360]
section-heading: Oluline teave patareide kohta	[920, 503, 1015, 511]
form-checkbox[interactable]	[183, 243, 197, 257]
weee-text: Заштитете ја околината така што нема да го отстраните овој производ со домашниот отпад (2012/19/EU). Консултирајте се со локалните власти за совети за рециклирање.	[1115, 391, 1657, 400]
weee-row	[1095, 360, 1738, 368]
emi-text: Las interferencias electromagnéticas intensas pueden alterar el funcionamiento normal del producto. Si es así, restablezca el producto y continúe usándolo normalmente.	[1095, 1020, 1284, 1044]
emi-text: A termék normál működését az erős elektromágneses interferencia zavarhatja. Ha ez előfordul, egyszerűen állítsa alaphelyzetbe a terméket, hogy visszatérjen a normál működés.	[1313, 1073, 1514, 1097]
emi-section-et	[1531, 861, 1738, 892]
emi-section-nl	[1095, 975, 1301, 1006]
section-heading: Informasi penting tentang baterai	[920, 1162, 1028, 1170]
section-body: Никога не използвайте едновременно различни типове батерии или комбинация от стари и нови батерии. Винаги изваждайте батериите, ако продуктът няма да се използва продължително време или ако батериите са се изтощили. Никога не използвайте повредени батерии. Използвайте само препоръчания тип или съответен тип батерии. Поставете батериите така, че половете да са разположени правилно. Акумулаторните батерии трябва да се зареждат с подходящо зарядно устройство под надзора на възрастен. Не можете да зареждате батериите, докато те все още се намират в продукта. Никога не се опитвайте да зареждате батерии, които не са акумулаторни. Никога не предизвиквайте късо съединение на отделението за батериите. LEGO Group декларира, че LEGO® MOVE HUB съответства на основните изисквания и другите съответни разпоредби на Директива 2014/53/ЕС. Пълна декларация на WWW.LEGO.COM	[920, 170, 1073, 335]
section-heading: Mikilvægar upplýsingar um rafhlöður	[419, 1489, 538, 1497]
section-body: Brug aldrig forskellige batterityper sammen eller en kombination af gamle og nye batterier. Fjern altid batterierne, hvis produktet ikke skal bruges i lang tid, eller hvis batterierne er fladt. Brug aldrig beskadigede batterier. Brug kun den anbefalede type batterier eller en tilsvarende type. Sæt batterierne i, så polerne vender den rigtige vej. Genopladelige batterier skal oplades i den rigtige batterioplader. Batterierne skal sættes i opladeren under opsyn af en voksen. Batterierne kan ikke oplades, mens de stadig sidder i produktet, og man må aldrig forsøge at gøre det. Forsøg aldrig at oplade ikke-genopladelige batterier. Kortslut aldrig batteriholderen. LEGO Koncernen erklærer hermed, at LEGO® MOVE HUB opfylder de væsentlige krav og andre relevante foranstaltninger i direktiv 2014/53/EU. Komplet erklæring på WWW.LEGO.COM	[419, 1334, 571, 1476]
section-body: Hiçbir zaman farklı tipte pilleri ya da eski pillerle yeni pilleri bir arada kullanmayın. Ürün uzun süre kullanılmayacaksa ya da piller bitmişse pilleri üründen mutlaka çıkarın. Hiçbir zaman hasar görmüş pilleri kullanmayın. Sadece önerilen tipte pilleri ya da bunların dengi olan pilleri kullanın. Pilleri kutupları doğru konumda olacak şekilde yerleştirin. Şarj edilebilir piller doğru şarj aleti ile ve bir yetişkinin gözetiminde şarj edilmelidir. Piller ürünün içindeyken şarj edilemez ve hiçbir zaman bunu denememelisiniz. Şarj edilebilir olmayan pilleri hiçbir zaman şarj etmeyin. Pil yuvasının kısa devre yapmasına neden olmayın. LEGO Group işbu belge ile LEGO® MOVE HUB'ın 2014/53/EU sayılı direktifin temel gereklilikleri ve diğer ilgili hükümlerine uygun olduğunu beyan eder. Beyanın tam metnine WWW.LEGO.COM adresinden ulaşabilirsiniz.	[920, 820, 1072, 962]
emi-section-is	[1095, 1088, 1301, 1120]
section-heading: Ważne informacje dotyczące baterii	[580, 1730, 693, 1738]
weee-row	[1095, 188, 1738, 195]
emi-section-hr	[1313, 1142, 1520, 1174]
weee-row	[1095, 298, 1738, 305]
emi-section-sr	[1313, 1180, 1520, 1211]
battery-count-symbol: x	[1270, 1627, 1281, 1647]
language-code: MS	[920, 1332, 931, 1341]
emi-section-sl	[1313, 1256, 1520, 1288]
language-code: IS	[1095, 243, 1101, 251]
language-code: CZ	[1313, 990, 1323, 998]
emi-text: Produktets normale funksjon kan forstyrres av sterk elektromagnetisk interferens. Tilbakestill i så fall produktet for å gjenoppta normal drift.	[1095, 1210, 1283, 1234]
language-code: EL	[1095, 1278, 1103, 1286]
language-code: CZ	[743, 155, 752, 162]
language-code: SL	[1313, 1256, 1322, 1264]
emi-section-sv	[1095, 1164, 1301, 1196]
weee-text: Защитете околната среда и не изхвърляйте този продукт заедно с битовите си отпадъци (2012/19/ЕС). Свържете се с местните власти относно съвети и съоръжения за рециклиране.	[1115, 415, 1691, 424]
weee-text: احمِ البيئة بعدم التخلص من هذا المنتج مع النفايات المنزلية (2012/19/EU). تحقق من السلطة المحلية للحصول على نصائح ومرافق إعادة التدوير.	[1343, 455, 1738, 463]
emi-text: Produktens normala funktion kan påverkas av stark elektromagnetisk störning. Starta i så fall om produkten för att återställa den.	[1095, 1172, 1279, 1196]
weee-text: Stuðlið að verndun umhverfis með því að farga þessari vöru ekki með heimilissorpi (2012/19/EB). Leitið upplýsinga um endurvinnslu og förgunarstaði hjá sveitarfélaginu.	[1115, 243, 1619, 251]
language-section-ru	[580, 1473, 732, 1717]
weee-text: Nevyhazujte tento produkt do domácího odpadu, chraňte životní prostředí (2012/19/EU). Zjistěte si prosím u místních úřadů možnosti recyklace a dostupná zařízení.	[1115, 345, 1607, 353]
language-code: SR	[1095, 384, 1105, 392]
section-body: Nikoli ne uporabljajte skupaj različnih baterij ali kombinacije starih in novih baterij. Vedno odstranite baterije, če izdelka dlje časa ne boste uporabljali ali če so izrabljene. Nikoli ne uporabljajte poškodovanih baterij. Uporabljajte le baterije priporočene vrste ali ustrezne baterije. Baterije vstavite tako, da so njihovi poli pravilno obrnjeni. Akumulatorske baterije je treba polniti s pravim polnilnikom pod nadzorom odrasle osebe. Akumulatorskih baterij ni mogoče polniti, dokler so še v izdelku. Tega tudi ne smete poskušati. Nikoli ne poskušajte polniti baterij, ki niso akumulatorske. Pazite, da ležišče za baterije ne bo v kratkem stiku. LEGO Group izjavlja, da izdelek LEGO® MOVE HUB ustreza osnovnim zahtevam in drugim zadevnim določbam Direktive 2014/53/ES. Celotna deklaracija je na voljo na WWW.LEGO.COM	[743, 1371, 896, 1505]
language-section-ko	[580, 1276, 732, 1468]
weee-row	[1095, 455, 1738, 462]
language-code: EN	[1095, 180, 1105, 188]
language-code: TR	[1531, 936, 1541, 944]
section-heading: Viktig information om batterier	[580, 162, 678, 171]
form-checkbox[interactable]	[183, 225, 197, 239]
fcc-paragraph: This device should be installed and operated with a minimum distance of 20 cm to your body.	[1095, 506, 1373, 514]
language-code: EN	[1095, 823, 1105, 830]
language-code: RO	[1313, 1294, 1324, 1302]
section-body: Jangan guna jenis bateri yang berbeza bersama-sama, atau gabungan bateri baharu dan lama. Tanggalkan bateri jika produk tidak akan digunakan untuk tempoh masa yang lama atau jika bateri telah kehabisan kuasa. Jangan guna bateri yang rosak. Hanya guna jenis bateri yang disyorkan, atau jenis yang berkaitan. Sisipkan bateri supaya kutub-kutubnya berada pada kedudukan yang betul. Bateri yang boleh dicas semula perlu dicas semula menggunakan pengecas bateri yang betul bawah pengawasan orang dewasa. Anda tidak boleh mengecas semula bateri semasa bateri masih berada pada produk, dan anda jangan cuba berbuat demikian. Jangan cuba untuk mengecas semula bateri yang tidak boleh dicaskan semula. Jangan litar pintaskan pemegang bateri. LEGO Group dengan ini mengumumkan bahawa LEGO® MOVE HUB memenuhi keperluan asas dan peruntukan lain Arahan 2014/53/EU. Deklarasi lengkap pada WWW.LEGO.COM	[920, 1348, 1073, 1513]
section-body: Ни в коем случае не используйте одновременно элементы питания различных типов, а также элементы питания с разным сроком годности. В обязательном порядке извлекайте элементы питания из устройства в случае, если вы не пользуетесь прибором в течение долгого времени, либо в случае, если элементы питания закончили заряд. Ни в коем случае не используйте поврежденные элементы питания. Используйте только рекомендуемые элементы питания либо элементы питания соответствующего типа. Устанавливайте элементы питания, соблюдая полярность. Аккумуляторные элементы питания должны подзаряжаться с помощью соответствующего зарядного устройства под наблюдением взрослого. Ни в коем случае не пытайтесь подзаряжать элементы питания, не извлекая их из прибора. Ни в коем случае не пытайтесь подзаряжать неперезаряжаемые элементы питания. Ни в коем случае не допускайте короткого замыкания в отсеке для элементов питания. Настоящим LEGO Group заявляет, что LEGO® MOVE HUB отвечает основополагающим требованиям и иным применимым положениям Директивы 2014/53/ЕС. Полная декларация доступна на WWW.LEGO.COM	[580, 1496, 732, 1717]
section-heading: Informații importante despre baterii	[743, 1518, 857, 1526]
section-body: Bruk aldri ulike typer batterier sammen og heller aldri gamle og nye batterier sammen. Ta alltid ut batteriene hvis produktet ikke skal brukes på lang tid, eller hvis batteriene er brukt opp. Bruk aldri skadde batterier. Bruk kun anbefalt type batterier eller tilsvarende type. Sett inn batteriene med polene vendt riktig. Oppladbare batterier må lades opp med riktig batterilader, under overoppsyn av en voksen. Det er ikke mulig å lade opp batteriene mens de fremdeles er i produktet, og du må aldri forsøke å gjøre det. Forsøk aldri å lade opp ikke-oppladbare batterier. Kortslutt aldri batteriholderen. LEGO konsernet erklærer herved at LEGO® MOVE HUB oppfyller de obligatoriske kravene og andre relevante bestemmelser i Europaparlaments- og rådsdirektiv 2014/53/EU. Hele erklæringen ligger på WWW.LEGO.COM	[580, 341, 732, 474]
weee-row	[1095, 470, 1738, 478]
language-code: HR	[1095, 376, 1105, 384]
emi-section-ro	[1313, 1294, 1520, 1325]
emi-section-en	[1095, 823, 1301, 854]
emi-section-hu	[1313, 1066, 1520, 1098]
text-column-4	[920, 155, 1073, 1519]
language-code: ES	[419, 1132, 428, 1140]
language-code: DA	[1095, 234, 1105, 243]
weee-text: Lindungi persekitaran dengan tidak melupuskan produk ini bersama dengan sisa isi rumah anda (2012/19/EU). Rujuk pihak berkuasa tempatan anda bagi nasihat dan kemudahan kitar semula.	[1115, 470, 1690, 479]
weee-row	[1095, 243, 1738, 250]
emi-text: Silne zakłócenia elektromagnetyczne mogą zaburzyć działanie produktu. W takim przypadku zaleca się zresetowanie produktu w celu przywrócenia jego normalnego działania.	[1313, 960, 1510, 983]
language-code: LV	[1095, 423, 1103, 431]
weee-row	[1095, 227, 1738, 234]
language-section-no	[580, 325, 732, 475]
weee-row	[1095, 384, 1738, 392]
